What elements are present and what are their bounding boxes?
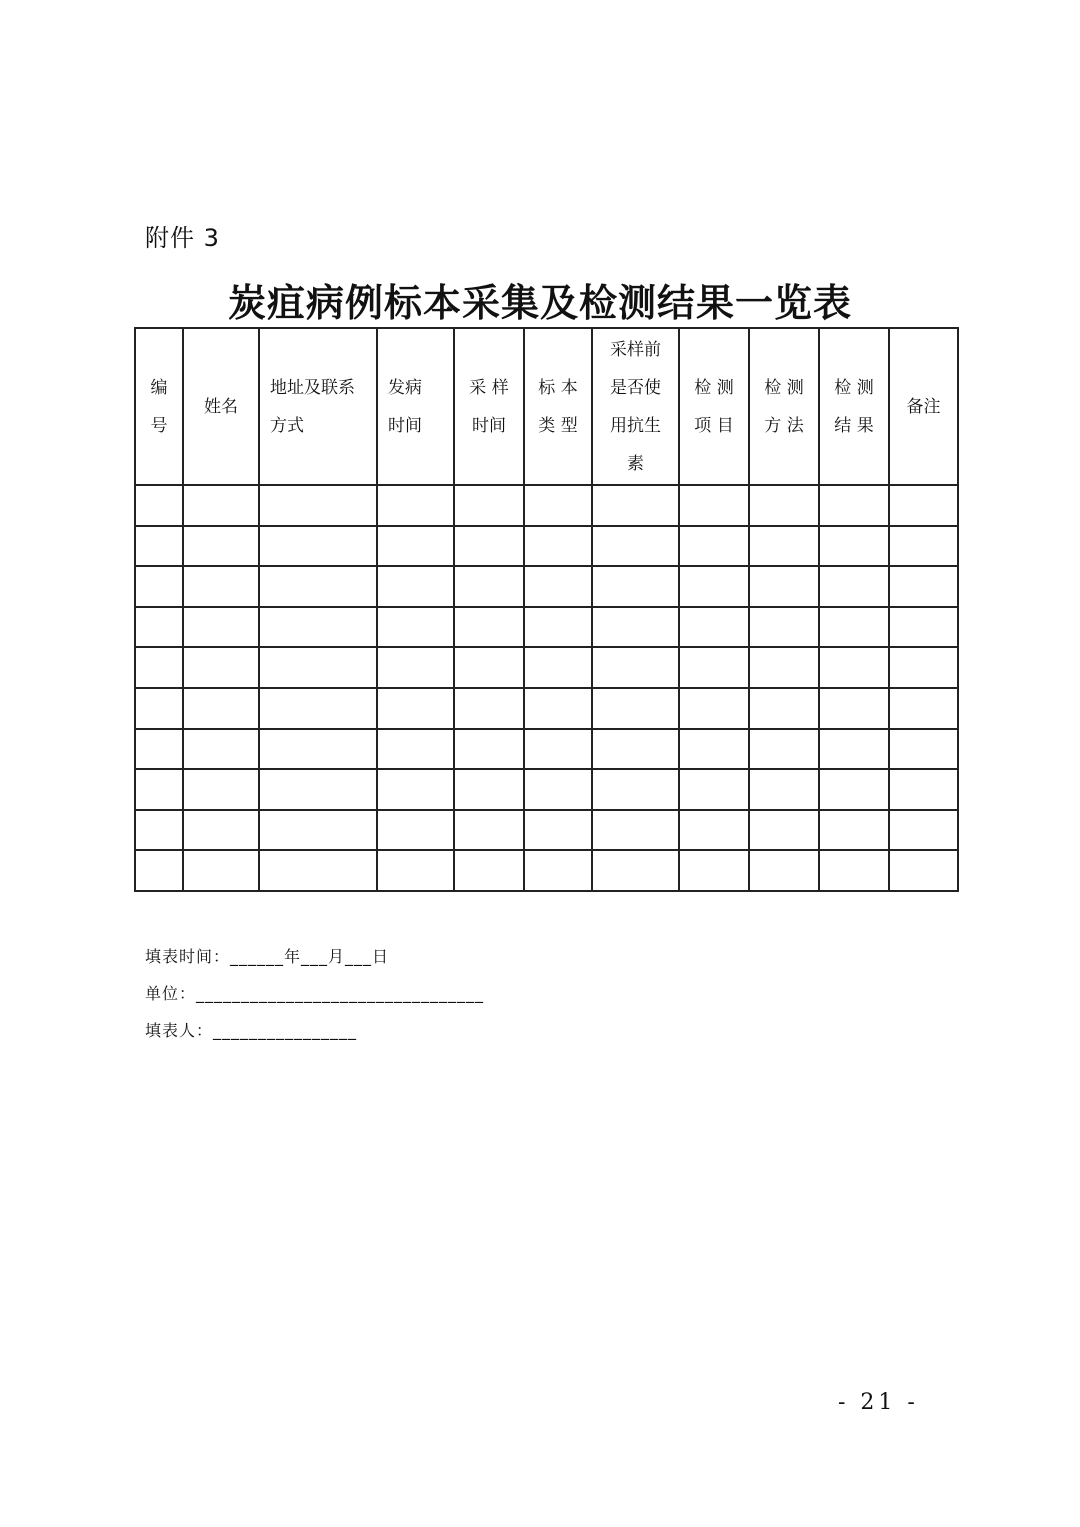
table-row	[135, 607, 958, 648]
header-test-item: 检 测 项 目	[679, 328, 749, 485]
table-cell	[592, 810, 679, 851]
table-cell	[819, 607, 889, 648]
table-cell	[749, 729, 819, 770]
table-cell	[679, 769, 749, 810]
table-cell	[679, 485, 749, 526]
table-cell	[524, 485, 592, 526]
table-cell	[749, 769, 819, 810]
attachment-label: 附件 3	[145, 224, 220, 252]
table-cell	[592, 647, 679, 688]
header-specimen-type: 标 本 类 型	[524, 328, 592, 485]
header-sampling-time: 采 样 时间	[454, 328, 524, 485]
header-number: 编 号	[135, 328, 183, 485]
table-cell	[592, 850, 679, 891]
table-cell	[819, 526, 889, 567]
table-header-row	[135, 328, 958, 485]
table-cell	[679, 647, 749, 688]
table-cell	[183, 647, 259, 688]
table-cell	[454, 485, 524, 526]
table-cell	[679, 566, 749, 607]
table-row	[135, 526, 958, 567]
table-cell	[592, 729, 679, 770]
table-cell	[377, 688, 454, 729]
header-onset-time: 发病 时间	[377, 328, 454, 485]
sample-results-table	[134, 327, 959, 892]
table-cell	[135, 647, 183, 688]
table-cell	[183, 688, 259, 729]
table-cell	[749, 688, 819, 729]
header-test-result: 检 测 结 果	[819, 328, 889, 485]
table-cell	[749, 647, 819, 688]
table-cell	[135, 729, 183, 770]
header-remarks: 备注	[889, 328, 958, 485]
table-cell	[749, 485, 819, 526]
table-row	[135, 647, 958, 688]
table-cell	[592, 688, 679, 729]
table-cell	[749, 526, 819, 567]
table-cell	[889, 485, 958, 526]
table-cell	[183, 850, 259, 891]
table-cell	[592, 769, 679, 810]
table-cell	[135, 850, 183, 891]
table-row	[135, 810, 958, 851]
table-cell	[377, 850, 454, 891]
table-row	[135, 850, 958, 891]
unit-line: 单位：________________________________	[145, 984, 485, 1003]
table-cell	[889, 810, 958, 851]
table-cell	[377, 566, 454, 607]
table-cell	[592, 566, 679, 607]
table-cell	[454, 769, 524, 810]
table-cell	[377, 810, 454, 851]
table-cell	[749, 566, 819, 607]
table-cell	[819, 729, 889, 770]
table-cell	[183, 769, 259, 810]
table-cell	[592, 526, 679, 567]
table-cell	[135, 688, 183, 729]
table-cell	[377, 729, 454, 770]
table-cell	[679, 850, 749, 891]
table-cell	[819, 850, 889, 891]
header-name: 姓名	[183, 328, 259, 485]
table-cell	[259, 810, 377, 851]
table-cell	[524, 769, 592, 810]
fill-date-line: 填表时间：______年___月___日	[145, 947, 390, 966]
table-cell	[135, 566, 183, 607]
table-cell	[259, 566, 377, 607]
table-cell	[524, 526, 592, 567]
table-cell	[135, 485, 183, 526]
table-cell	[454, 526, 524, 567]
table-cell	[454, 688, 524, 729]
table-cell	[259, 485, 377, 526]
header-test-method: 检 测 方 法	[749, 328, 819, 485]
table-cell	[592, 607, 679, 648]
filler-line: 填表人：________________	[145, 1021, 358, 1040]
table-row	[135, 485, 958, 526]
table-cell	[259, 526, 377, 567]
table-cell	[135, 607, 183, 648]
table-cell	[454, 566, 524, 607]
table-cell	[819, 566, 889, 607]
table-cell	[183, 566, 259, 607]
table-cell	[454, 810, 524, 851]
document-title: 炭疽病例标本采集及检测结果一览表	[227, 280, 852, 325]
table-cell	[183, 607, 259, 648]
table-cell	[377, 769, 454, 810]
table-cell	[135, 810, 183, 851]
table-cell	[679, 729, 749, 770]
table-cell	[454, 647, 524, 688]
table-cell	[819, 688, 889, 729]
table-cell	[454, 850, 524, 891]
table-cell	[377, 607, 454, 648]
table-cell	[377, 647, 454, 688]
table-cell	[524, 647, 592, 688]
table-cell	[889, 566, 958, 607]
table-cell	[183, 485, 259, 526]
table-cell	[524, 566, 592, 607]
header-address-contact: 地址及联系 方式	[259, 328, 377, 485]
table-cell	[259, 850, 377, 891]
table-cell	[679, 607, 749, 648]
table-cell	[524, 810, 592, 851]
table-cell	[259, 607, 377, 648]
table-row	[135, 729, 958, 770]
table-cell	[819, 810, 889, 851]
table-cell	[819, 769, 889, 810]
table-cell	[377, 485, 454, 526]
table-cell	[377, 526, 454, 567]
table-cell	[259, 647, 377, 688]
table-cell	[679, 688, 749, 729]
table-cell	[183, 729, 259, 770]
table-cell	[889, 729, 958, 770]
table-cell	[592, 485, 679, 526]
table-cell	[889, 647, 958, 688]
table-cell	[749, 850, 819, 891]
table-cell	[135, 526, 183, 567]
table-cell	[889, 850, 958, 891]
table-cell	[749, 810, 819, 851]
table-cell	[889, 526, 958, 567]
table-row	[135, 566, 958, 607]
table-cell	[259, 729, 377, 770]
table-cell	[679, 526, 749, 567]
table-cell	[183, 810, 259, 851]
table-cell	[524, 688, 592, 729]
header-antibiotic-use: 采样前 是否使 用抗生 素	[592, 328, 679, 485]
table-cell	[454, 729, 524, 770]
table-cell	[259, 688, 377, 729]
table-cell	[749, 607, 819, 648]
table-cell	[524, 850, 592, 891]
table-cell	[889, 769, 958, 810]
table-cell	[524, 729, 592, 770]
table-cell	[819, 647, 889, 688]
page-number: - 21 -	[838, 1390, 919, 1415]
table-cell	[679, 810, 749, 851]
table-cell	[524, 607, 592, 648]
table-cell	[819, 485, 889, 526]
table-cell	[183, 526, 259, 567]
table-cell	[454, 607, 524, 648]
table-cell	[259, 769, 377, 810]
table-row	[135, 769, 958, 810]
table-cell	[889, 688, 958, 729]
table-row	[135, 688, 958, 729]
table-cell	[135, 769, 183, 810]
table-cell	[889, 607, 958, 648]
